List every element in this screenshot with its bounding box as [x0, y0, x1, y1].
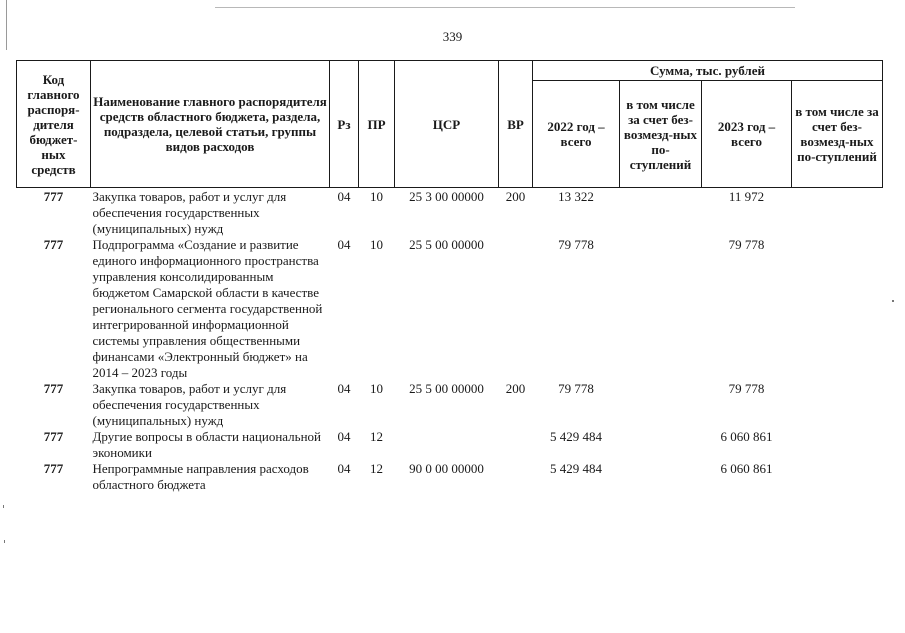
page-number: 339 [442, 29, 463, 44]
cell-rz: 04 [337, 237, 351, 252]
table-row [17, 237, 883, 381]
cell-code: 777 [43, 429, 64, 444]
scan-speck [892, 300, 894, 302]
cell-pr: 10 [370, 381, 383, 396]
cell-2022-grants [620, 461, 702, 493]
cell-name: Непрограммные направления расходов областного бюджета [92, 461, 309, 492]
header-rz: Рз [330, 61, 359, 188]
cell-pr: 12 [370, 461, 383, 476]
cell-2023-total: 79 778 [728, 381, 765, 396]
cell-csr: 90 0 00 00000 [409, 461, 484, 476]
cell-csr [395, 429, 499, 461]
header-2022-grants: в том числе за счет без-возмезд-ных по-ступлений [620, 81, 702, 188]
table-row [17, 188, 883, 238]
cell-2023-total: 6 060 861 [720, 461, 773, 476]
cell-2022-grants [620, 188, 702, 238]
cell-csr: 25 3 00 00000 [409, 189, 484, 204]
cell-vr: 200 [505, 381, 526, 396]
cell-pr: 10 [370, 237, 383, 252]
table-row [17, 381, 883, 429]
table-body [17, 188, 883, 494]
cell-csr: 25 5 00 00000 [409, 237, 484, 252]
header-sum-group: Сумма, тыс. рублей [533, 61, 883, 81]
cell-pr: 10 [370, 189, 383, 204]
cell-rz: 04 [337, 189, 351, 204]
header-2023-grants: в том числе за счет без-возмезд-ных по-ступлений [792, 81, 883, 188]
header-csr: ЦСР [395, 61, 499, 188]
table-header [17, 61, 883, 188]
cell-code: 777 [43, 461, 64, 476]
cell-csr: 25 5 00 00000 [409, 381, 484, 396]
cell-2022-total: 79 778 [558, 381, 594, 396]
header-code: Код главного распоря-дителя бюджет-ных средств [17, 61, 91, 188]
table-row [17, 429, 883, 461]
cell-2022-total: 13 322 [558, 189, 594, 204]
scan-speck [4, 540, 5, 543]
cell-pr: 12 [370, 429, 383, 444]
cell-vr: 200 [505, 189, 526, 204]
cell-code: 777 [43, 381, 64, 396]
cell-2023-grants [792, 381, 883, 429]
cell-2023-grants [792, 429, 883, 461]
header-pr: ПР [359, 61, 395, 188]
cell-vr [499, 429, 533, 461]
cell-2023-total: 79 778 [728, 237, 765, 252]
scan-artifact-line [215, 7, 795, 8]
budget-table [16, 60, 883, 493]
cell-2023-total: 11 972 [728, 189, 765, 204]
cell-2023-total: 6 060 861 [720, 429, 773, 444]
header-vr: ВР [499, 61, 533, 188]
cell-rz: 04 [337, 461, 351, 476]
cell-name: Закупка товаров, работ и услуг для обеспечения государственных (муниципальных) нужд [92, 381, 287, 428]
cell-code: 777 [43, 237, 64, 252]
cell-rz: 04 [337, 429, 351, 444]
cell-2022-total: 5 429 484 [550, 429, 602, 444]
cell-name: Другие вопросы в области национальной экономики [92, 429, 321, 460]
cell-vr [499, 461, 533, 493]
header-name: Наименование главного распорядителя средств областного бюджета, раздела, подраздела, целевой статьи, группы видов расходов [91, 61, 330, 188]
scan-speck [3, 505, 4, 508]
cell-rz: 04 [337, 381, 351, 396]
cell-name: Закупка товаров, работ и услуг для обеспечения государственных (муниципальных) нужд [92, 189, 287, 236]
cell-2022-total: 79 778 [558, 237, 594, 252]
table-row [17, 461, 883, 493]
cell-2022-total: 5 429 484 [550, 461, 602, 476]
cell-name: Подпрограмма «Создание и развитие единого информационного пространства управления консолидированным бюджетом Самарской области в качестве регионального сегмента государственной интегрированной информационной системы управления общественными финансами «Электронный бюджет» на 2014 – 2023 годы [92, 237, 323, 380]
header-2022-total: 2022 год – всего [533, 81, 620, 188]
cell-2022-grants [620, 381, 702, 429]
cell-2023-grants [792, 237, 883, 381]
cell-code: 777 [43, 189, 64, 204]
cell-2023-grants [792, 188, 883, 238]
cell-2023-grants [792, 461, 883, 493]
cell-2022-grants [620, 237, 702, 381]
header-2023-total: 2023 год – всего [702, 81, 792, 188]
cell-vr [499, 237, 533, 381]
cell-2022-grants [620, 429, 702, 461]
